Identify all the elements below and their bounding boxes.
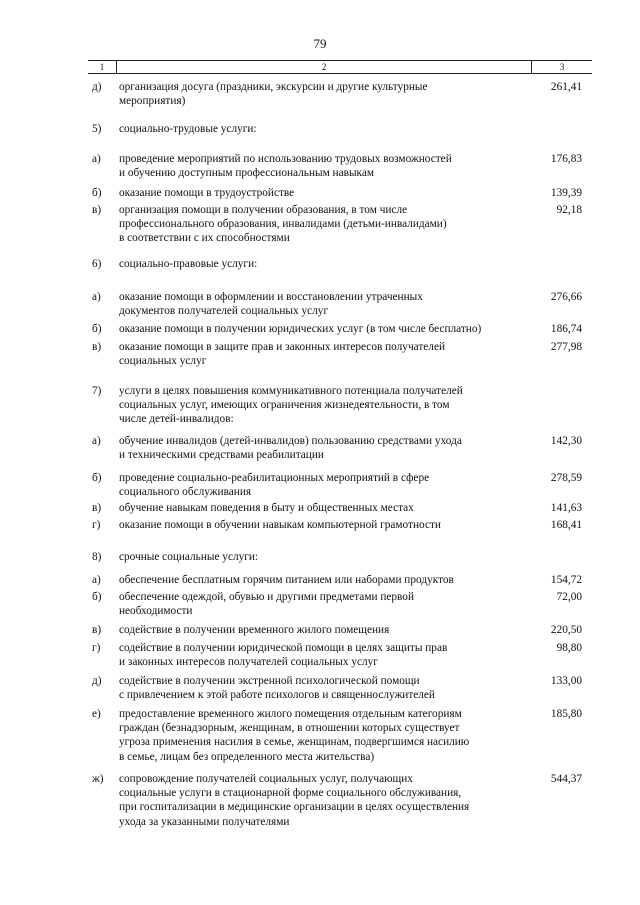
row-description — [119, 203, 537, 246]
table-header — [88, 60, 592, 74]
row-price: 154,72 — [550, 574, 582, 586]
row-description — [119, 434, 537, 462]
row-description — [119, 573, 537, 587]
row-index: 7) — [92, 385, 102, 397]
description-line: и техническими средствами реабилитации — [119, 449, 324, 462]
row-description — [119, 340, 537, 368]
description-line: содействие в получении юридической помощи в целях защиты прав — [119, 642, 448, 654]
description-line: социальных услуг — [119, 355, 207, 368]
row-index: в) — [92, 204, 102, 216]
description-line: содействие в получении временного жилого помещения — [119, 624, 390, 636]
row-description — [119, 590, 537, 618]
description-line: сопровождение получателей социальных услуг, получающих — [119, 773, 413, 785]
row-description — [119, 186, 537, 200]
row-description — [119, 80, 537, 108]
row-price: 278,59 — [550, 472, 582, 484]
row-price: 186,74 — [550, 323, 582, 335]
row-description — [119, 641, 537, 669]
row-index: б) — [92, 591, 102, 603]
description-line: оказание помощи в обучении навыкам компьютерной грамотности — [119, 519, 441, 531]
description-line: мероприятия) — [119, 95, 186, 108]
description-line: обеспечение одеждой, обувью и другими предметами первой — [119, 591, 415, 603]
row-price: 92,18 — [556, 204, 582, 216]
row-index: ж) — [92, 773, 104, 785]
description-line: социально-трудовые услуги: — [119, 123, 257, 135]
row-description — [119, 707, 537, 764]
row-description — [119, 623, 537, 637]
row-price: 276,66 — [550, 291, 582, 303]
row-index: а) — [92, 574, 101, 586]
row-index: а) — [92, 291, 101, 303]
row-price: 139,39 — [550, 187, 582, 199]
description-line: организация досуга (праздники, экскурсии и другие культурные — [119, 81, 428, 93]
description-line: оказание помощи в получении юридических услуг (в том числе бесплатно) — [119, 323, 482, 335]
row-index: б) — [92, 187, 102, 199]
description-line: социально-правовые услуги: — [119, 258, 258, 270]
row-index: б) — [92, 323, 102, 335]
row-price: 133,00 — [550, 675, 582, 687]
row-price: 185,80 — [550, 708, 582, 720]
description-line: при госпитализации в медицинские организации в целях осуществления — [119, 801, 470, 814]
row-price: 220,50 — [550, 624, 582, 636]
description-line: предоставление временного жилого помещения отдельным категориям — [119, 708, 462, 720]
row-description — [119, 152, 537, 180]
row-description — [119, 772, 537, 829]
description-line: и законных интересов получателей социальных услуг — [119, 656, 378, 669]
description-line: социальных услуг, имеющих ограничения жизнедеятельности, в том — [119, 399, 450, 412]
description-line: в соответствии с их способностями — [119, 232, 290, 245]
services-table — [88, 60, 592, 828]
description-line: содействие в получении экстренной психологической помощи — [119, 675, 420, 687]
row-price: 261,41 — [550, 81, 582, 93]
header-col-3: 3 — [531, 61, 592, 73]
row-price: 168,41 — [550, 519, 582, 531]
row-index: 5) — [92, 123, 102, 135]
description-line: обучение инвалидов (детей-инвалидов) пользованию средствами ухода — [119, 435, 462, 447]
description-line: обучение навыкам поведения в быту и общественных местах — [119, 502, 414, 514]
description-line: ухода за указанными получателями — [119, 815, 290, 828]
row-price: 72,00 — [556, 591, 582, 603]
row-index: е) — [92, 708, 101, 720]
row-description — [119, 674, 537, 702]
row-index: в) — [92, 502, 102, 514]
row-index: 6) — [92, 258, 102, 270]
description-line: оказание помощи в оформлении и восстановлении утраченных — [119, 291, 423, 303]
row-index: в) — [92, 624, 102, 636]
description-line: числе детей-инвалидов: — [119, 413, 234, 426]
row-description — [119, 257, 537, 271]
row-price: 142,30 — [550, 435, 582, 447]
row-description — [119, 384, 537, 427]
row-index: а) — [92, 153, 101, 165]
description-line: и обучению доступным профессиональным навыкам — [119, 167, 375, 180]
description-line: в семье, лицам без определенного места жительства) — [119, 750, 375, 763]
row-index: г) — [92, 642, 101, 654]
description-line: оказание помощи в защите прав и законных интересов получателей — [119, 341, 446, 353]
row-description — [119, 518, 537, 532]
description-line: с привлечением к этой работе психологов и священнослужителей — [119, 689, 435, 702]
description-line: профессионального образования, инвалидами (детьми-инвалидами) — [119, 218, 447, 231]
row-index: в) — [92, 341, 102, 353]
header-col-2: 2 — [116, 61, 531, 73]
row-description — [119, 471, 537, 499]
description-line: социальные услуги в стационарной форме социального обслуживания, — [119, 787, 462, 800]
description-line: оказание помощи в трудоустройстве — [119, 187, 295, 199]
row-index: б) — [92, 472, 102, 484]
description-line: социального обслуживания — [119, 486, 252, 499]
row-price: 277,98 — [550, 341, 582, 353]
row-index: г) — [92, 519, 101, 531]
row-price: 98,80 — [556, 642, 582, 654]
description-line: угроза применения насилия в семье, женщинам, подвергшимся насилию — [119, 736, 470, 749]
row-index: д) — [92, 675, 102, 687]
row-description — [119, 550, 537, 564]
row-price: 141,63 — [550, 502, 582, 514]
header-col-1: 1 — [99, 62, 105, 72]
description-line: срочные социальные услуги: — [119, 551, 259, 563]
row-price: 544,37 — [550, 773, 582, 785]
row-description — [119, 501, 537, 515]
row-description — [119, 322, 537, 336]
description-line: обеспечение бесплатным горячим питанием или наборами продуктов — [119, 574, 454, 586]
description-line: граждан (безнадзорным, женщинам, в отношении которых существует — [119, 722, 460, 735]
description-line: организация помощи в получении образования, в том числе — [119, 204, 408, 216]
description-line: проведение мероприятий по использованию трудовых возможностей — [119, 153, 452, 165]
description-line: необходимости — [119, 605, 193, 618]
row-description — [119, 122, 537, 136]
row-index: а) — [92, 435, 101, 447]
row-description — [119, 290, 537, 318]
row-price: 176,83 — [550, 153, 582, 165]
row-index: д) — [92, 81, 102, 93]
description-line: услуги в целях повышения коммуникативного потенциала получателей — [119, 385, 463, 397]
description-line: проведение социально-реабилитационных мероприятий в сфере — [119, 472, 430, 484]
description-line: документов получателей социальных услуг — [119, 305, 329, 318]
page-number: 79 — [313, 36, 327, 51]
row-index: 8) — [92, 551, 102, 563]
